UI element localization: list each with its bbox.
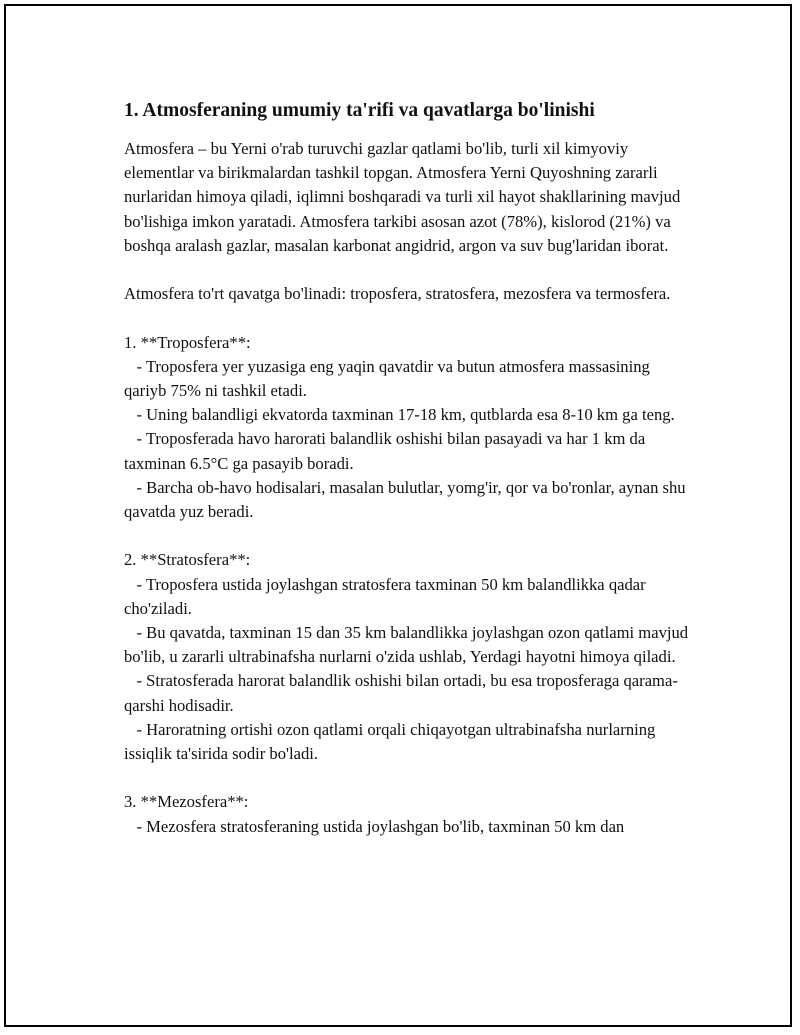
paragraph-gap xyxy=(124,524,694,548)
section-bullet: - Troposfera yer yuzasiga eng yaqin qavatdir va butun atmosfera massasining qariyb 75% ni tashkil etadi. xyxy=(124,356,650,400)
section-bullet: - Mezosfera stratosferaning ustida joylashgan bo'lib, taxminan 50 km dan xyxy=(136,816,625,836)
section-bullet: - Haroratning ortishi ozon qatlami orqali chiqayotgan ultrabinafsha nurlarning issiqlik ta'sirida sodir bo'ladi. xyxy=(124,719,656,764)
section-bullet: - Uning balandligi ekvatorda taxminan 17-18 km, qutblarda esa 8-10 km ga teng. xyxy=(136,405,675,425)
section-bullet: - Stratosferada harorat balandlik oshishi bilan ortadi, bu esa troposferaga qarama-qarshi hodisadir. xyxy=(124,671,678,715)
document-body xyxy=(124,98,694,839)
section-bullet: - Troposferada havo harorati balandlik oshishi bilan pasayadi va har 1 km da taxminan 6.5°C ga pasayib boradi. xyxy=(124,429,646,473)
section-bullet: - Troposfera ustida joylashgan stratosfera taxminan 50 km balandlikka qadar cho'ziladi. xyxy=(124,574,646,618)
paragraph-gap xyxy=(124,258,694,282)
document-title: 1. Atmosferaning umumiy ta'rifi va qavatlarga bo'linishi xyxy=(124,100,595,121)
section-heading-stratosfera: 2. **Stratosfera**: xyxy=(124,550,251,570)
layers-paragraph: Atmosfera to'rt qavatga bo'linadi: troposfera, stratosfera, mezosfera va termosfera. xyxy=(124,284,671,304)
intro-paragraph: Atmosfera – bu Yerni o'rab turuvchi gazlar qatlami bo'lib, turli xil kimyoviy elementlar va birikmalardan tashkil topgan. Atmosfera Yerni Quyoshning zararli nurlaridan himoya qiladi, iqlimni boshqaradi va turli xil hayot shakllarining mavjud bo'lishiga imkon yaratadi. Atmosfera tarkibi asosan azot (78%), kislorod (21%) va boshqa aralash gazlar, masalan karbonat angidrid, argon va suv bug'laridan iborat. xyxy=(124,139,681,255)
paragraph-gap xyxy=(124,306,694,330)
section-heading-troposfera: 1. **Troposfera**: xyxy=(124,332,251,352)
paragraph-gap xyxy=(124,766,694,790)
section-heading-mezosfera: 3. **Mezosfera**: xyxy=(124,792,249,812)
section-bullet: - Barcha ob-havo hodisalari, masalan bulutlar, yomg'ir, qor va bo'ronlar, aynan shu qavatda yuz beradi. xyxy=(124,477,686,522)
page-frame xyxy=(4,4,792,1027)
section-bullet: - Bu qavatda, taxminan 15 dan 35 km balandlikka joylashgan ozon qatlami mavjud bo'lib, u zararli ultrabinafsha nurlarni o'zida ushlab, Yerdagi hayotni himoya qiladi. xyxy=(124,623,689,667)
